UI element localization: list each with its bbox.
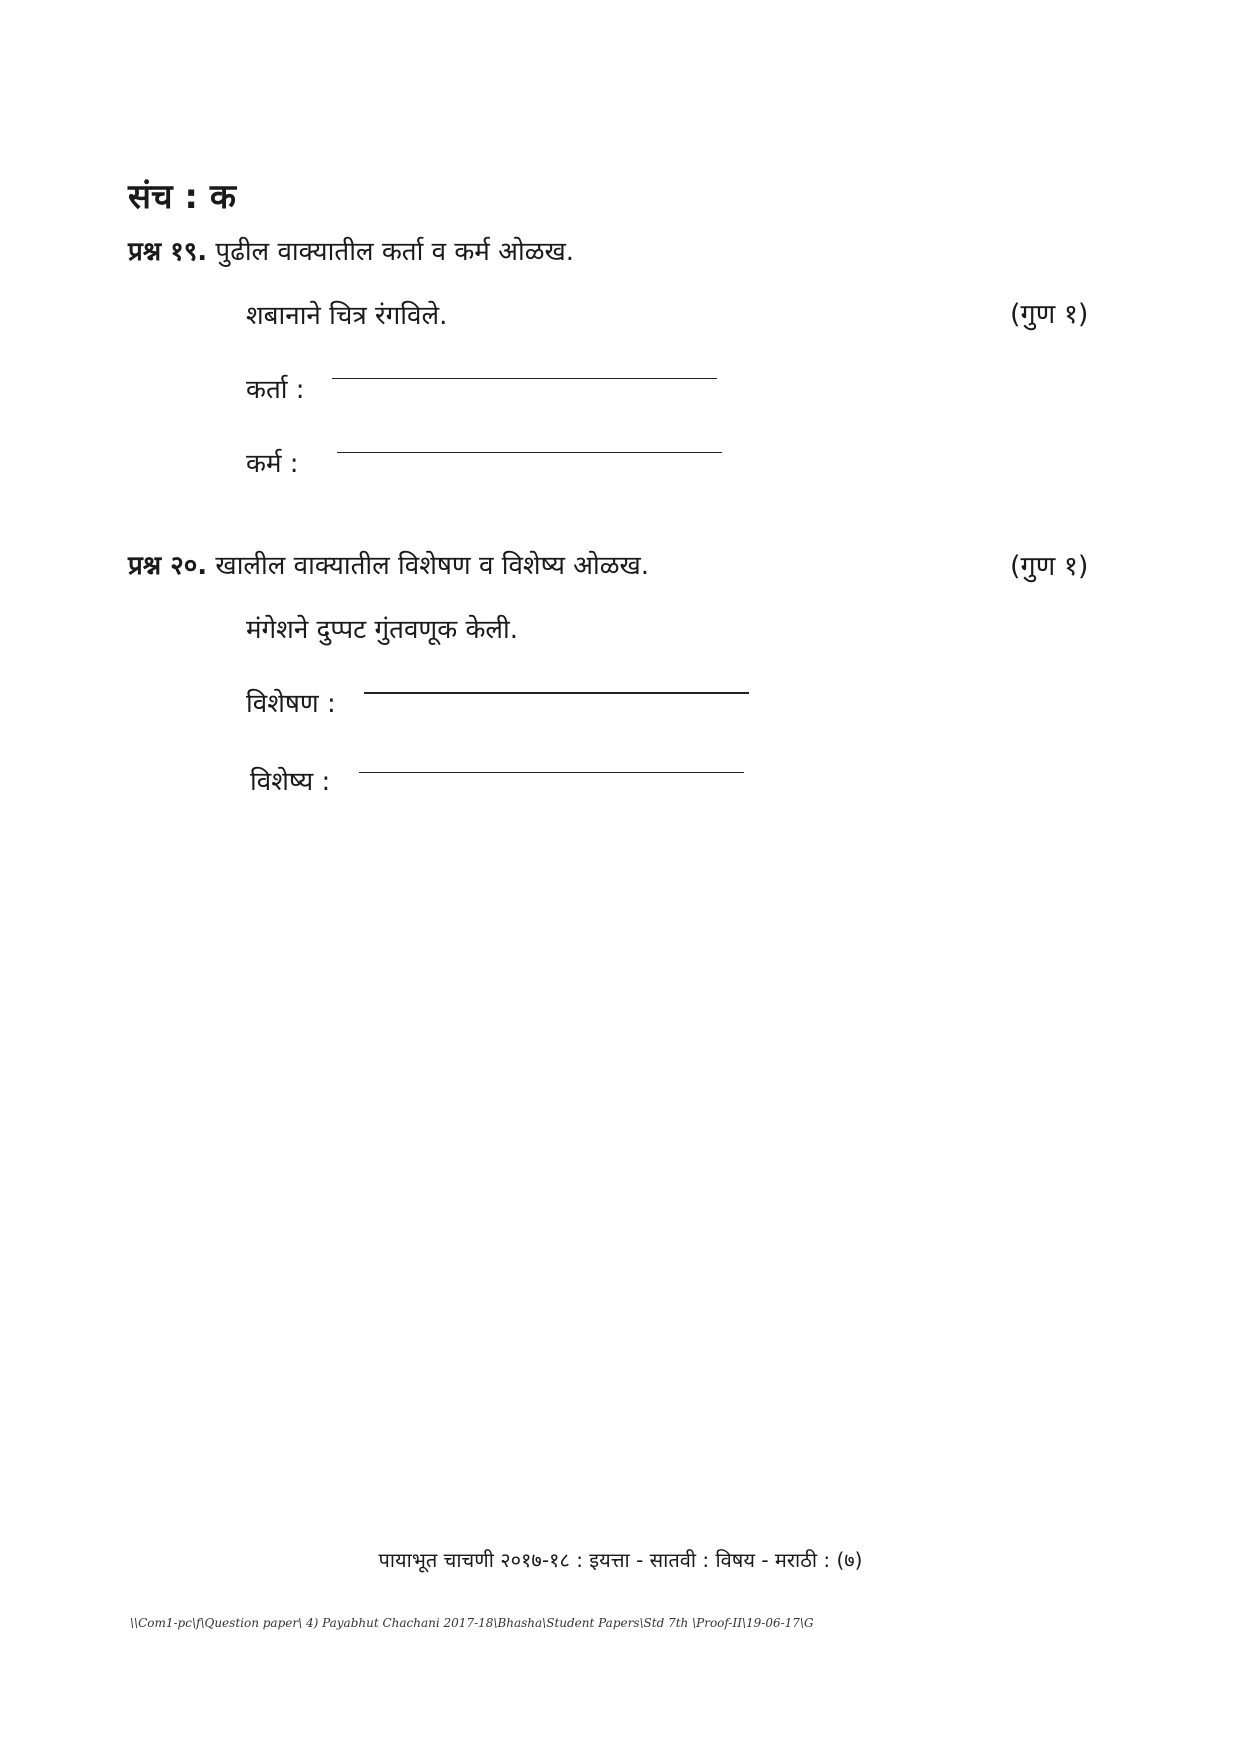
question-20-label: प्रश्न २०. bbox=[128, 551, 208, 581]
noun-answer-line[interactable] bbox=[359, 772, 744, 773]
set-title: संच : क bbox=[128, 177, 236, 217]
subject-answer-line[interactable] bbox=[332, 378, 717, 379]
question-20 bbox=[128, 546, 649, 582]
question-20-sentence: मंगेशने दुप्पट गुंतवणूक केली. bbox=[246, 615, 519, 645]
adjective-label: विशेषण : bbox=[246, 689, 336, 719]
object-label: कर्म : bbox=[246, 449, 299, 479]
object-answer-line[interactable] bbox=[337, 452, 722, 453]
question-19-marks: (गुण १) bbox=[1010, 299, 1089, 330]
question-19 bbox=[128, 232, 574, 268]
question-19-label: प्रश्न १९. bbox=[128, 237, 208, 267]
file-path: \\Com1-pc\f\Question paper\ 4) Payabhut Chachani 2017-18\Bhasha\Student Papers\Std 7th \Proof-II\19-06-17\G bbox=[130, 1616, 814, 1630]
question-20-marks: (गुण १) bbox=[1010, 551, 1089, 582]
subject-label: कर्ता : bbox=[246, 375, 305, 405]
page-footer: पायाभूत चाचणी २०१७-१८ : इयत्ता - सातवी : विषय - मराठी : (७) bbox=[378, 1548, 863, 1572]
adjective-answer-line[interactable] bbox=[364, 692, 749, 694]
question-19-prompt: पुढील वाक्यातील कर्ता व कर्म ओळख. bbox=[215, 237, 574, 267]
question-20-prompt: खालील वाक्यातील विशेषण व विशेष्य ओळख. bbox=[215, 551, 650, 581]
noun-label: विशेष्य : bbox=[250, 767, 331, 797]
question-19-sentence: शबानाने चित्र रंगविले. bbox=[246, 301, 448, 331]
